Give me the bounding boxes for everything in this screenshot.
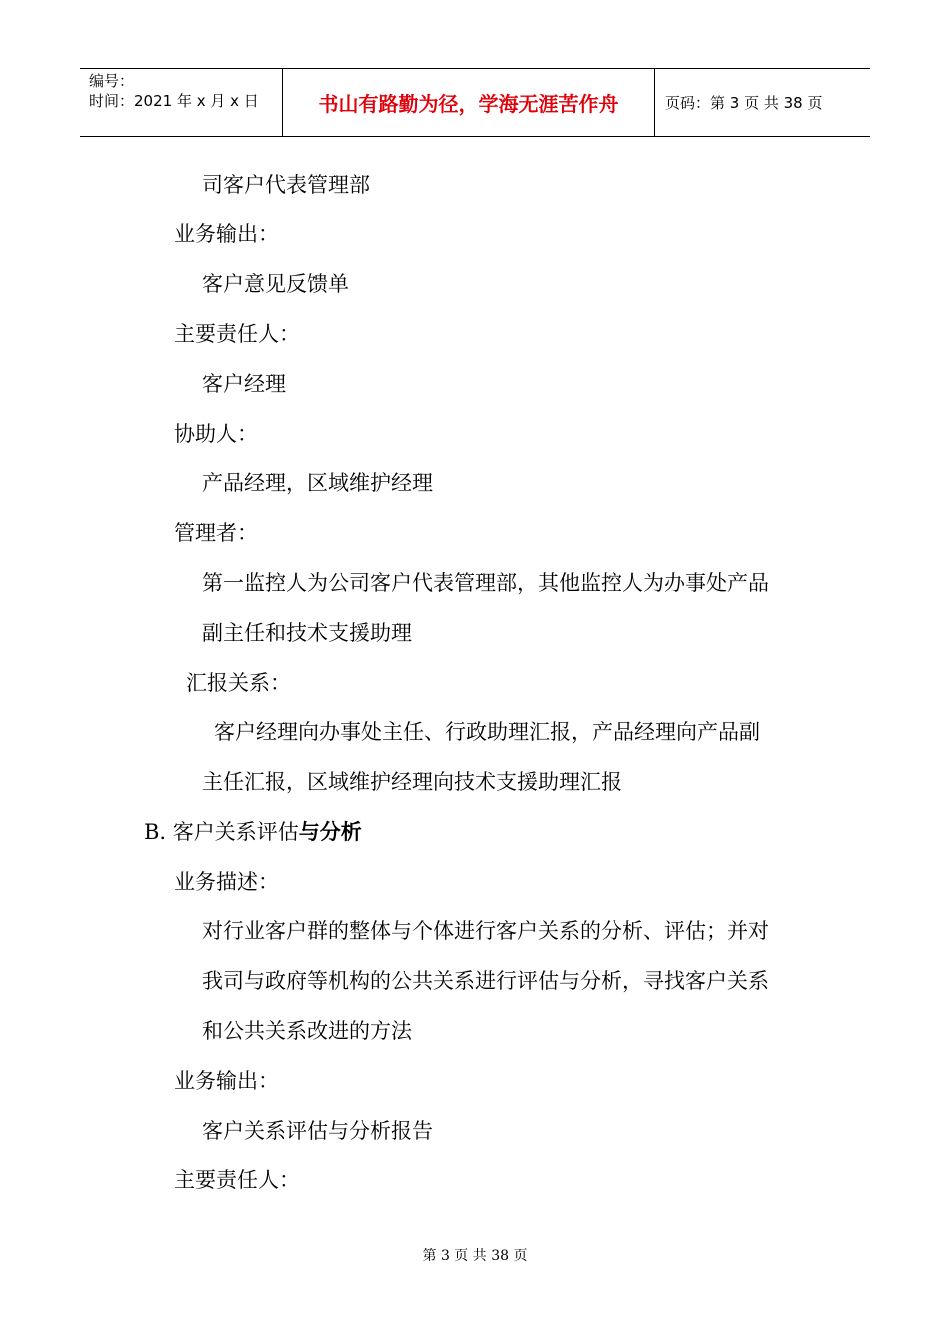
header-page-number: 页码：第 3 页 共 38 页 — [665, 94, 823, 112]
subsection-heading — [144, 818, 362, 846]
body-line: 产品经理，区域维护经理 — [202, 471, 433, 495]
section-label: 业务输出： — [174, 222, 279, 246]
body-line: 客户意见反馈单 — [202, 272, 349, 296]
body-line: 我司与政府等机构的公共关系进行评估与分析，寻找客户关系 — [202, 969, 769, 993]
document-header — [80, 68, 870, 137]
body-line: 和公共关系改进的方法 — [202, 1019, 412, 1043]
section-label: 业务输出： — [174, 1069, 279, 1093]
document-date-label: 时间：2021 年 x 月 x 日 — [89, 92, 259, 110]
subsection-heading-text: B. 客户关系评估 — [144, 820, 299, 844]
section-label: 业务描述： — [174, 870, 279, 894]
body-line: 副主任和技术支援助理 — [202, 621, 412, 645]
subsection-heading-bold-text: 与分析 — [298, 820, 362, 844]
section-label: 协助人： — [174, 422, 258, 446]
body-line: 客户经理 — [202, 372, 286, 396]
body-line: 客户关系评估与分析报告 — [202, 1119, 433, 1143]
document-number-label: 编号： — [89, 72, 135, 90]
section-label: 主要责任人： — [174, 1168, 300, 1192]
body-line: 主任汇报，区域维护经理向技术支援助理汇报 — [202, 770, 622, 794]
section-label: 主要责任人： — [174, 322, 300, 346]
body-line: 对行业客户群的整体与个体进行客户关系的分析、评估；并对 — [202, 919, 769, 943]
section-label: 管理者： — [174, 521, 258, 545]
body-line: 第一监控人为公司客户代表管理部，其他监控人为办事处产品 — [202, 571, 769, 595]
section-label: 汇报关系： — [186, 671, 291, 695]
header-motto: 书山有路勤为径，学海无涯苦作舟 — [283, 69, 655, 136]
header-meta-cell — [80, 69, 283, 136]
body-line: 司客户代表管理部 — [202, 173, 370, 197]
page-footer: 第 3 页 共 38 页 — [422, 1248, 528, 1264]
body-line: 客户经理向办事处主任、行政助理汇报，产品经理向产品副 — [214, 720, 760, 744]
